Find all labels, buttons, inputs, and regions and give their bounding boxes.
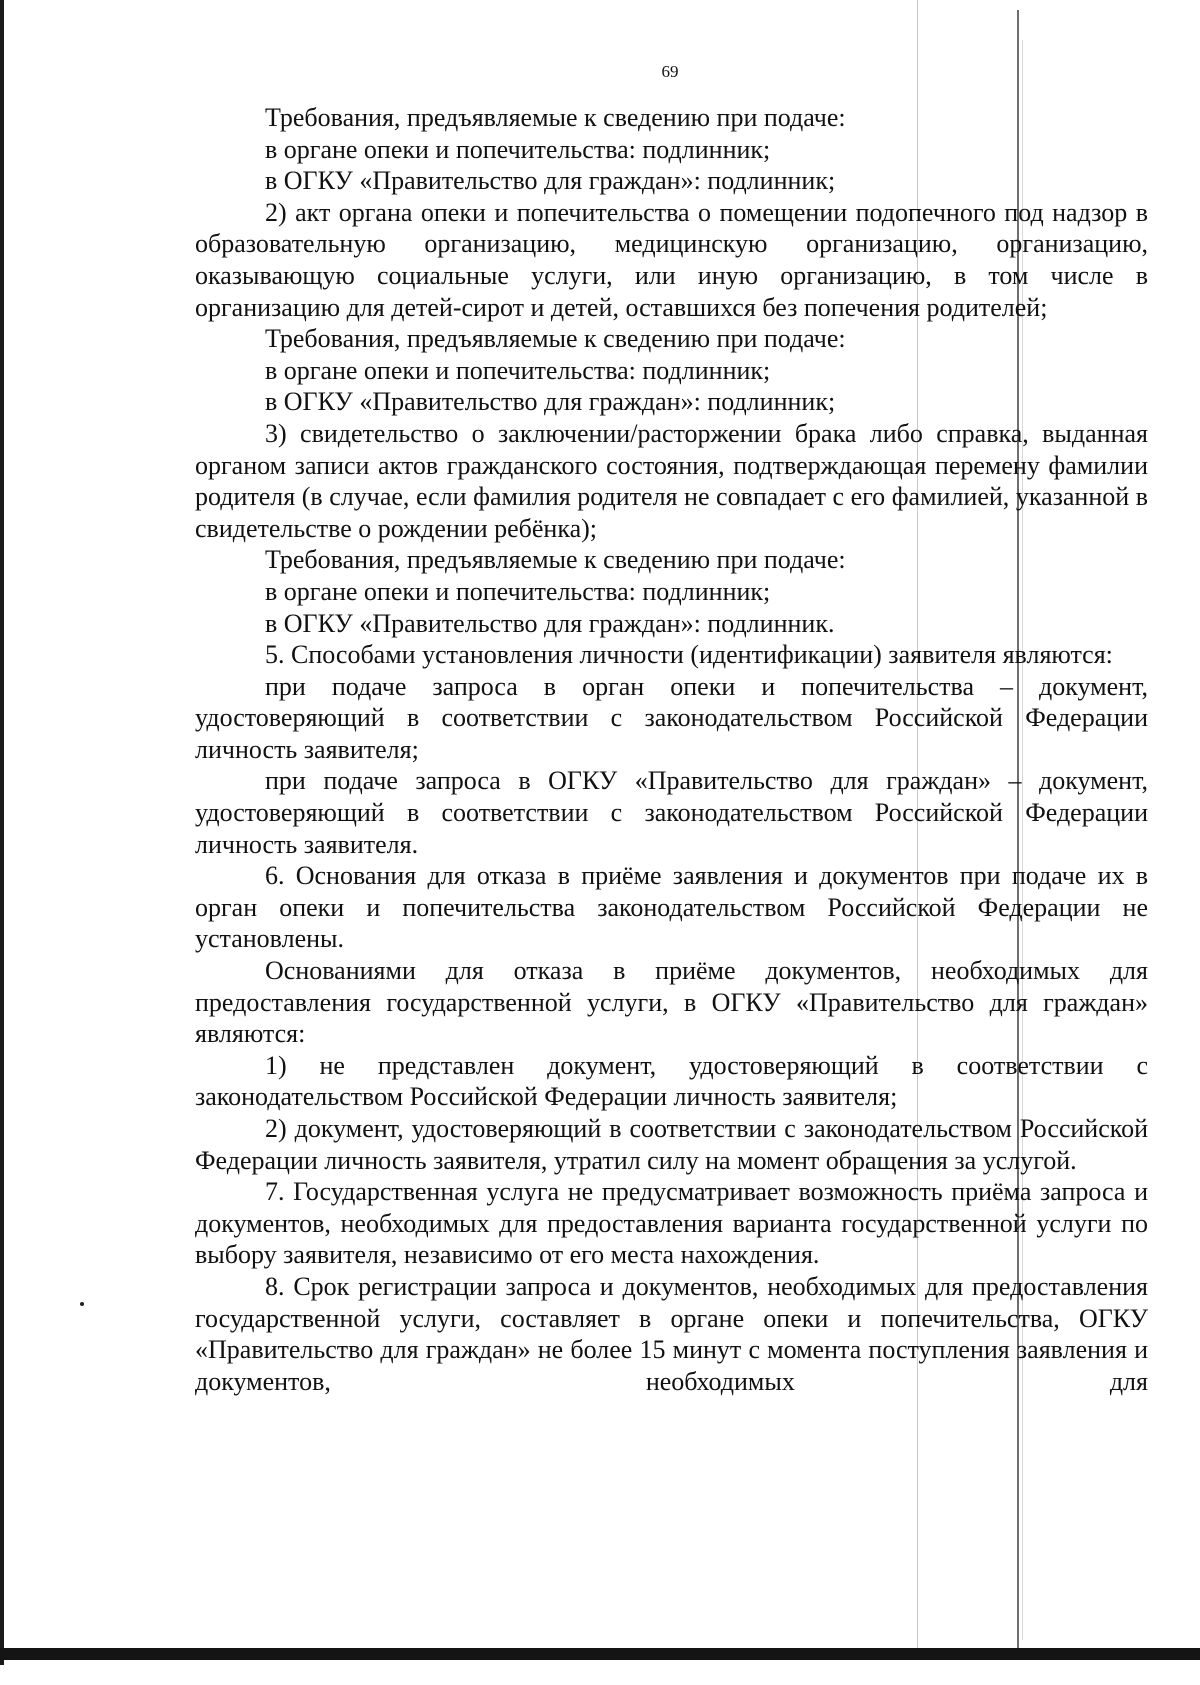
paragraph: 2) документ, удостоверяющий в соответствии с законодательством Российской Федерации личность заявителя, утратил силу на момент обращения за услугой. [195, 1114, 1148, 1175]
paragraph: 5. Способами установления личности (идентификации) заявителя являются: [265, 640, 1113, 670]
paragraph: 3) свидетельство о заключении/расторжении брака либо справка, выданная органом записи актов гражданского состояния, подтверждающая перемену фамилии родителя (в случае, если фамилия родителя не совпадает с его фамилией, указанной в свидетельстве о рождении ребёнка); [195, 418, 1148, 543]
paragraph: в ОГКУ «Правительство для граждан»: подлинник; [265, 166, 836, 196]
page-number: 69 [661, 62, 679, 81]
paragraph: при подаче запроса в ОГКУ «Правительство для граждан» – документ, удостоверяющий в соответствии с законодательством Российской Федерации личность заявителя. [195, 766, 1148, 859]
scan-bottom-edge [0, 1648, 1200, 1660]
paragraph: Основаниями для отказа в приёме документов, необходимых для предоставления государственной услуги, в ОГКУ «Правительство для граждан» являются: [195, 956, 1148, 1049]
paragraph: в ОГКУ «Правительство для граждан»: подлинник. [265, 608, 835, 638]
paragraph: Требования, предъявляемые к сведению при подаче: [265, 324, 846, 354]
paragraph: 1) не представлен документ, удостоверяющий в соответствии с законодательством Российской Федерации личность заявителя; [195, 1050, 1148, 1112]
paragraph: 7. Государственная услуга не предусматривает возможность приёма запроса и документов, необходимых для предоставления варианта государственной услуги по выбору заявителя, независимо от его места нахождения. [195, 1177, 1148, 1270]
paragraph: в ОГКУ «Правительство для граждан»: подлинник; [265, 387, 836, 417]
paragraph: в органе опеки и попечительства: подлинник; [265, 355, 771, 385]
paragraph: при подаче запроса в орган опеки и попечительства – документ, удостоверяющий в соответствии с законодательством Российской Федерации личность заявителя; [195, 671, 1148, 764]
paragraph: 2) акт органа опеки и попечительства о помещении подопечного под надзор в образовательную организацию, медицинскую организацию, организацию, оказывающую социальные услуги, или иную организацию, в том числе в организацию для детей-сирот и детей, оставшихся без попечения родителей; [195, 197, 1148, 322]
paragraph: в органе опеки и попечительства: подлинник; [265, 576, 771, 606]
paragraph: Требования, предъявляемые к сведению при подаче: [265, 545, 846, 575]
scan-left-edge [0, 0, 4, 1665]
scan-speck [80, 1302, 84, 1306]
paragraph: Требования, предъявляемые к сведению при подаче: [265, 103, 846, 132]
paragraph: в органе опеки и попечительства: подлинник; [265, 134, 771, 164]
document-body [195, 102, 1148, 1397]
paragraph: 6. Основания для отказа в приёме заявления и документов при подаче их в орган опеки и попечительства законодательством Российской Федерации не установлены. [195, 861, 1148, 954]
paragraph: 8. Срок регистрации запроса и документов, необходимых для предоставления государственной услуги, составляет в органе опеки и попечительства, ОГКУ «Правительство для граждан» не более 15 минут с момента поступления заявления и документов, необходимых для [195, 1271, 1148, 1396]
